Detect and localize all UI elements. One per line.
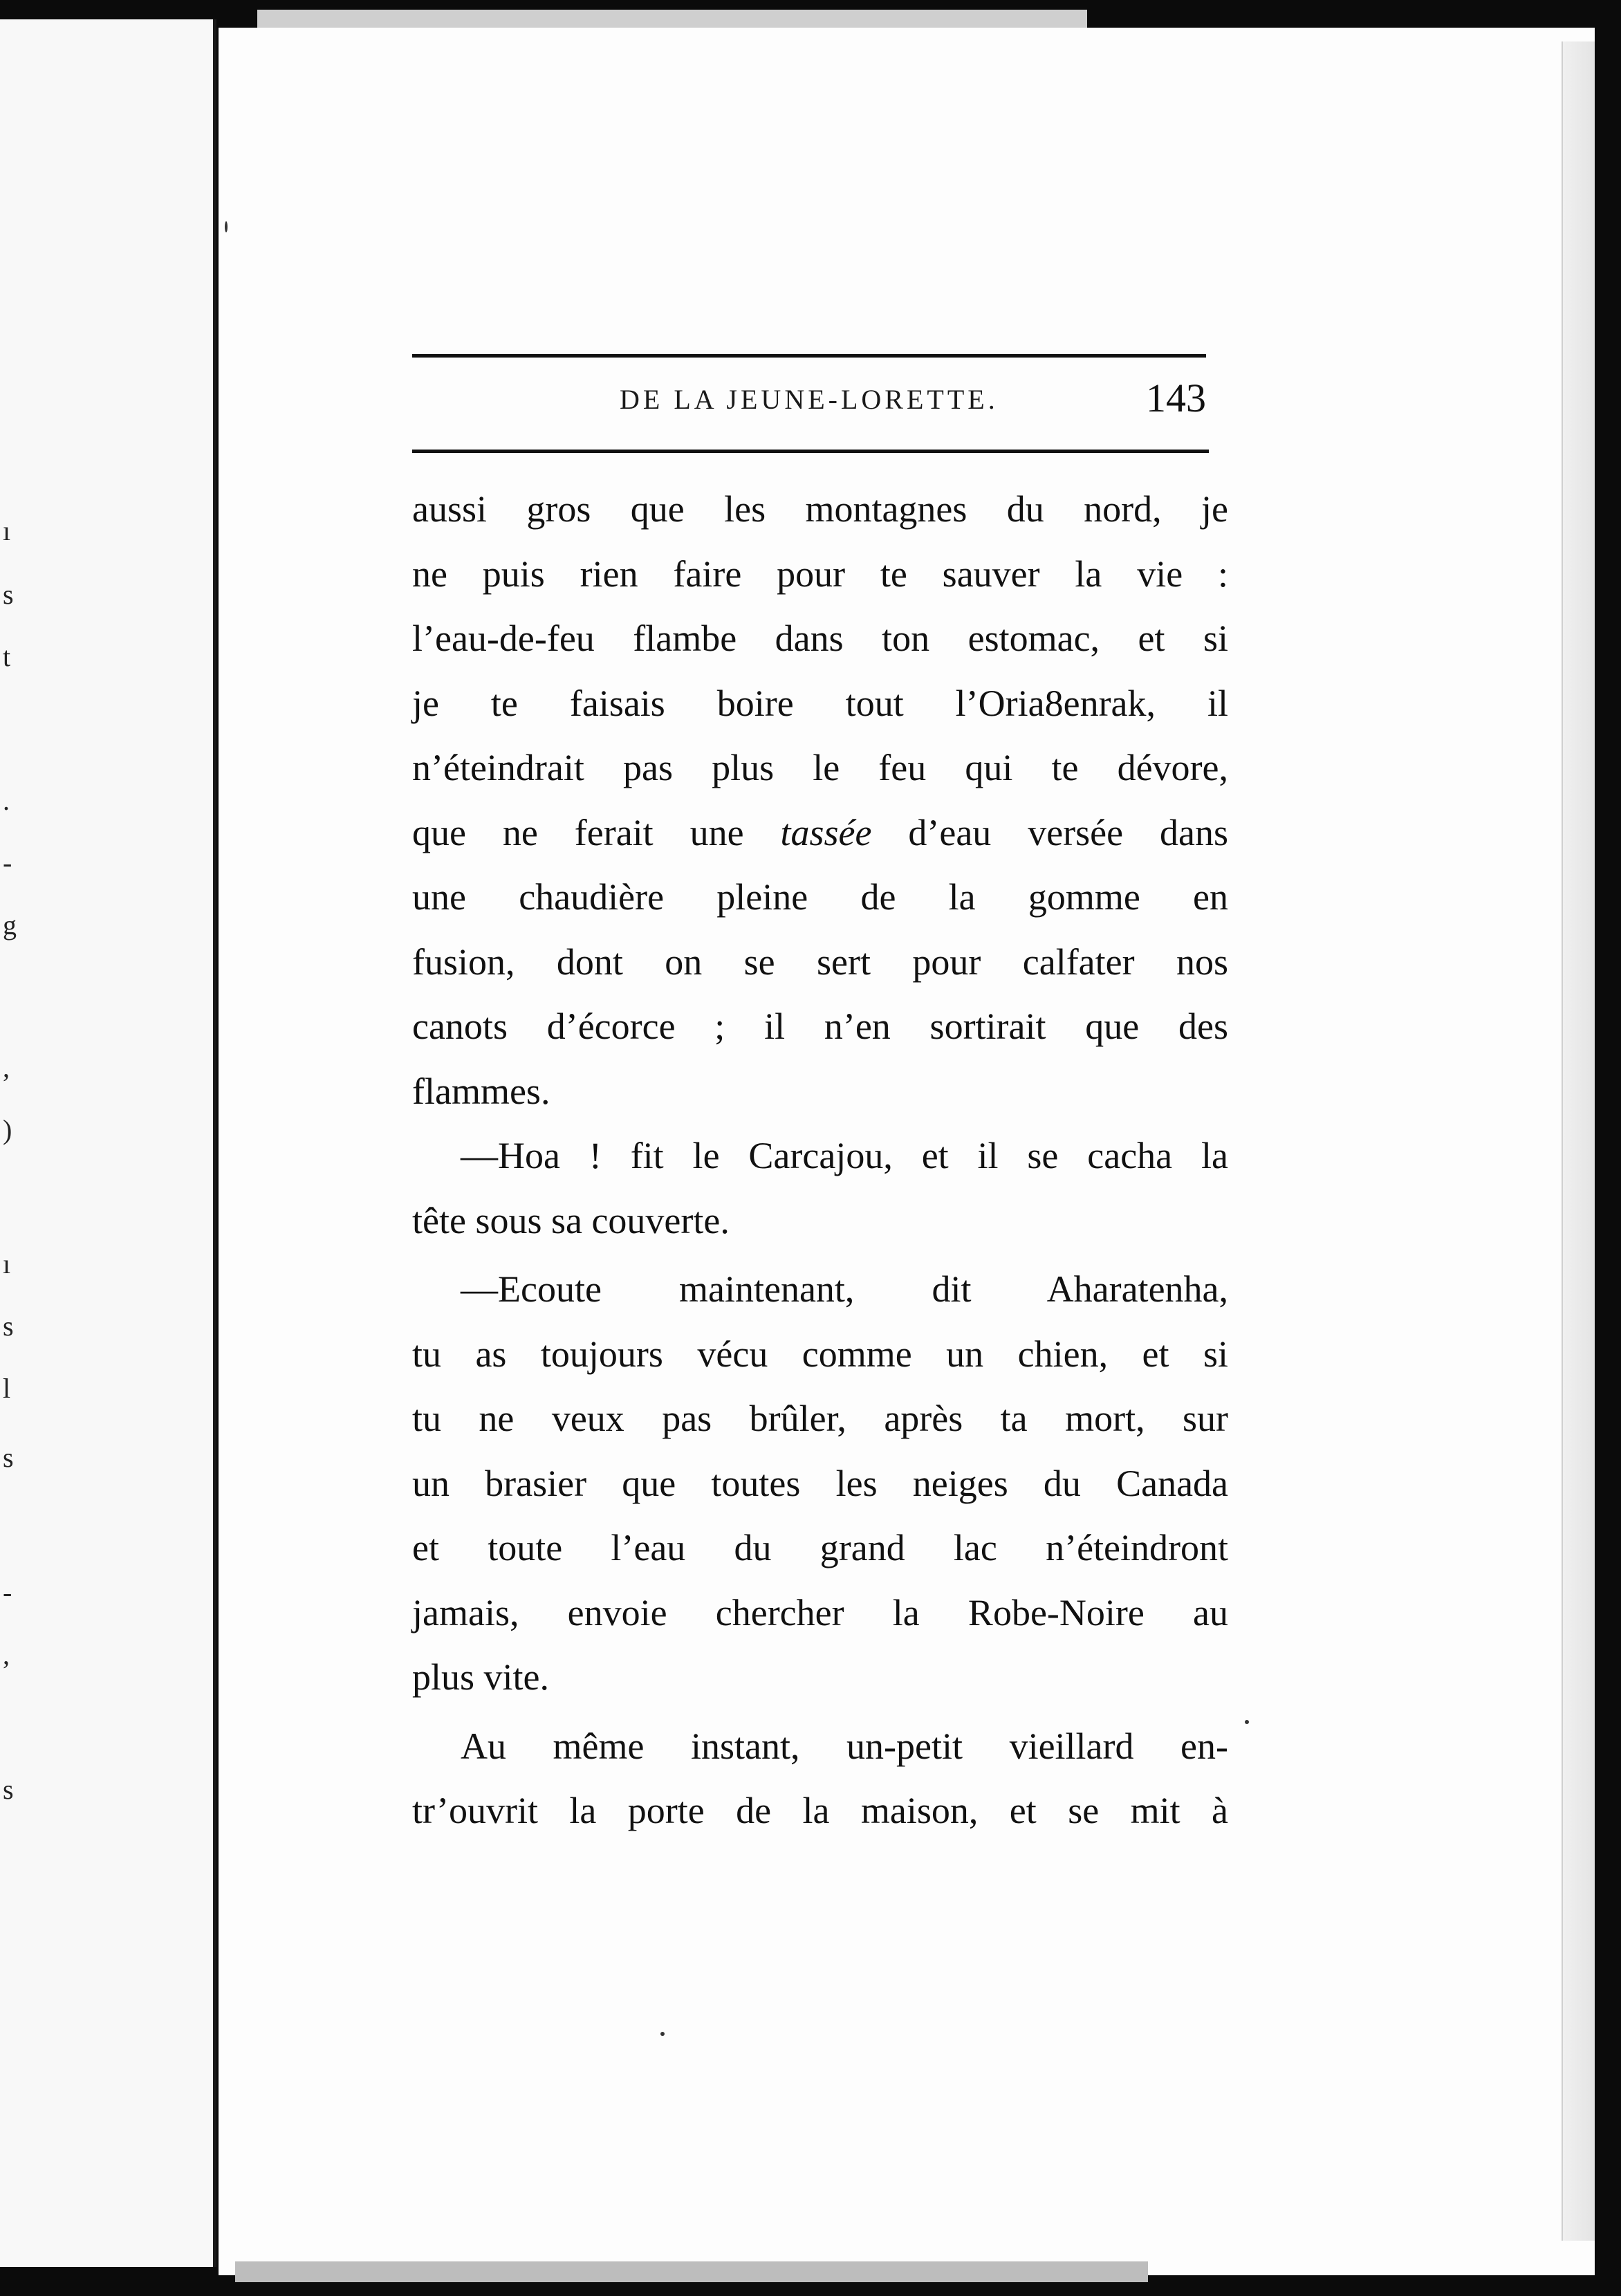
paragraph — [412, 1257, 1228, 1710]
left-margin-fragment: s — [3, 1442, 14, 1473]
text-line-with-italic — [412, 801, 1228, 866]
text-line: n’éteindrait pas plus le feu qui te dévore, — [412, 747, 1228, 788]
paragraph — [412, 1714, 1228, 1844]
text-line: je te faisais boire tout l’Oria8enrak, il — [412, 682, 1228, 724]
italic-line-before: que ne ferait une — [412, 811, 781, 853]
paper-speck — [660, 2032, 665, 2036]
text-line: —Ecoute maintenant, dit Aharatenha, — [461, 1268, 1228, 1310]
text-line: une chaudière pleine de la gomme en — [412, 876, 1228, 918]
left-margin-fragment: t — [3, 641, 11, 672]
bottom-page-edge-strip — [235, 2261, 1148, 2282]
text-line: canots d’écorce ; il n’en sortirait que des — [412, 1006, 1228, 1047]
header-bottom-rule — [412, 450, 1209, 453]
text-line: tête sous sa couverte. — [412, 1199, 730, 1241]
header-top-rule — [412, 354, 1206, 358]
text-line: Au même instant, un-petit vieillard en- — [461, 1725, 1228, 1767]
left-margin-fragment: ) — [3, 1114, 12, 1145]
page-fore-edge — [1562, 41, 1595, 2241]
text-line: aussi gros que les montagnes du nord, je — [412, 488, 1228, 530]
left-margin-fragment: l — [3, 1373, 11, 1404]
text-line: tu ne veux pas brûler, après ta mort, sur — [412, 1398, 1228, 1439]
text-line: tu as toujours vécu comme un chien, et si — [412, 1333, 1228, 1375]
left-margin-fragment: . — [3, 785, 10, 816]
left-margin-fragment: ı — [3, 515, 11, 546]
text-line: plus vite. — [412, 1656, 549, 1698]
paper-speck — [1245, 1720, 1249, 1724]
italic-word: tassée — [780, 811, 872, 853]
paragraph — [412, 1124, 1228, 1253]
text-line: tr’ouvrit la porte de la maison, et se mit à — [412, 1790, 1228, 1831]
left-margin-fragment: s — [3, 1311, 14, 1342]
running-head — [412, 376, 1214, 422]
text-line: et toute l’eau du grand lac n’éteindront — [412, 1527, 1228, 1568]
text-line: fusion, dont on se sert pour calfater nos — [412, 941, 1228, 983]
page-number: 143 — [1146, 376, 1206, 420]
text-line: ne puis rien faire pour te sauver la vie : — [412, 553, 1228, 595]
left-margin-fragment: , — [3, 1639, 10, 1670]
paper-speck — [225, 221, 228, 232]
left-margin-fragment: s — [3, 1774, 14, 1805]
left-margin-fragment: , — [3, 1052, 10, 1083]
italic-line-after: d’eau versée dans — [871, 811, 1228, 853]
paragraph — [412, 477, 1228, 1124]
left-margin-fragment: s — [3, 579, 14, 610]
text-line: jamais, envoie chercher la Robe-Noire au — [412, 1591, 1228, 1633]
running-title: DE LA JEUNE-LORETTE. — [620, 384, 999, 415]
text-line: un brasier que toutes les neiges du Canada — [412, 1462, 1228, 1504]
left-margin-fragment: ı — [3, 1248, 11, 1279]
left-margin-fragment: g — [3, 909, 17, 941]
text-line: l’eau-de-feu flambe dans ton estomac, et si — [412, 618, 1228, 659]
text-line: flammes. — [412, 1070, 550, 1112]
left-margin-fragment: - — [3, 847, 12, 878]
body-text — [412, 477, 1228, 1844]
left-facing-page — [0, 19, 216, 2267]
text-line: —Hoa ! fit le Carcajou, et il se cacha la — [461, 1135, 1228, 1176]
left-margin-fragment: - — [3, 1577, 12, 1608]
